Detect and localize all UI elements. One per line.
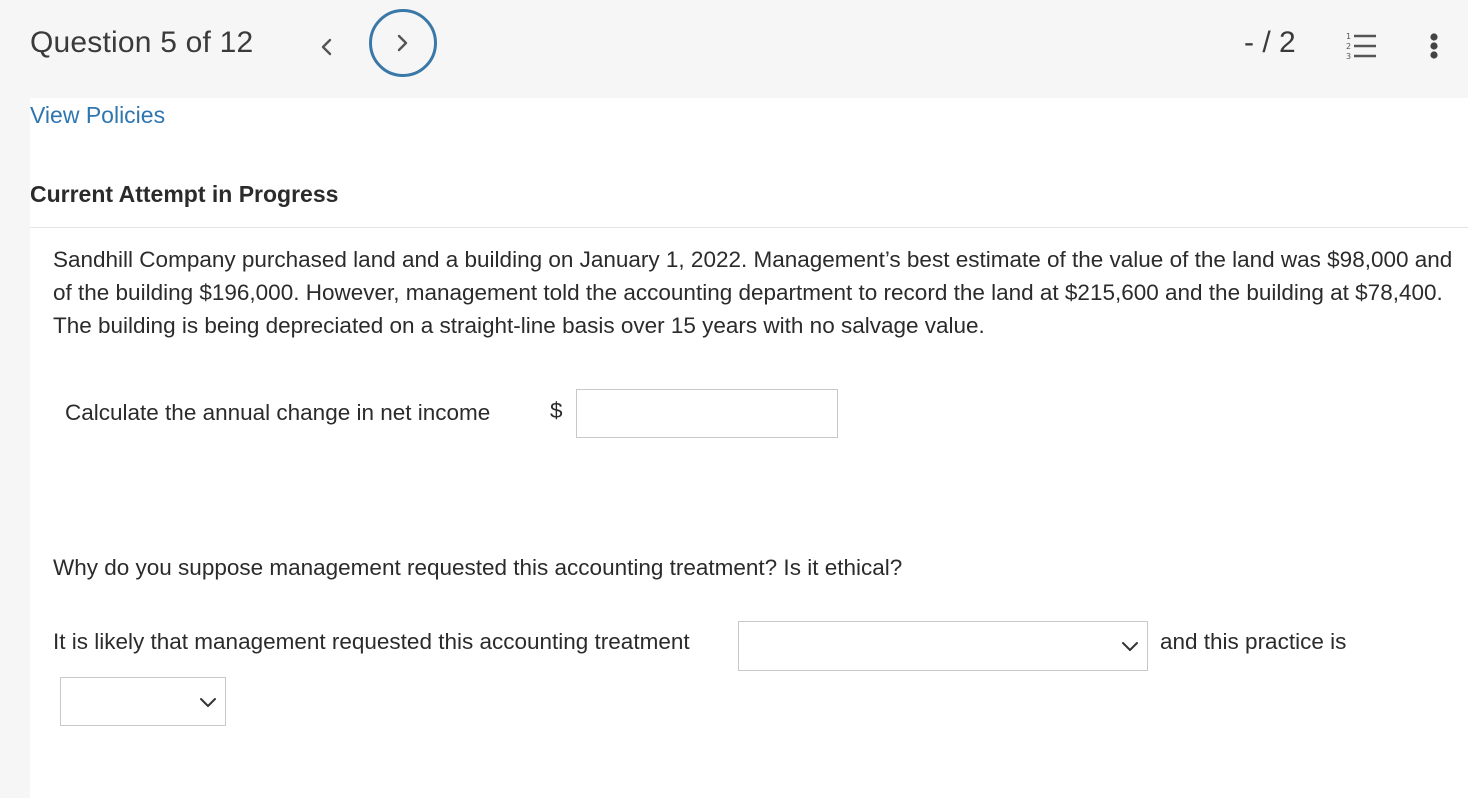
previous-question-button[interactable] [306, 27, 346, 67]
sentence-middle: and this practice is [1160, 629, 1347, 654]
numbered-list-icon [1342, 28, 1382, 68]
chevron-left-icon [319, 37, 333, 57]
vertical-ellipsis-icon [1420, 28, 1448, 68]
view-policies-link[interactable]: View Policies [30, 102, 166, 128]
next-question-button[interactable] [369, 9, 437, 77]
net-income-label: Calculate the annual change in net income [65, 400, 491, 425]
currency-symbol: $ [550, 398, 563, 423]
more-options-button[interactable] [1420, 28, 1448, 68]
left-gutter [0, 98, 30, 798]
divider [30, 227, 1468, 228]
svg-text:1: 1 [1346, 32, 1352, 41]
net-income-input[interactable] [576, 389, 838, 438]
ethical-select[interactable] [60, 677, 226, 726]
question-counter: Question 5 of 12 [30, 26, 254, 59]
ethics-prompt: Why do you suppose management requested this accounting treatment? Is it ethical? [53, 555, 903, 580]
reason-select[interactable] [738, 621, 1148, 671]
question-text: Sandhill Company purchased land and a building on January 1, 2022. Management’s best estimate of the value of the land was $98,000 and of the building $196,000. However, management told the accounting department to record the land at $215,600 and the building at $78,400. The building is being depreciated on a straight-line basis over 15 years with no salvage value. [53, 247, 1453, 338]
top-bar [0, 0, 1468, 98]
attempt-title: Current Attempt in Progress [30, 181, 339, 207]
chevron-down-icon [1121, 641, 1139, 653]
chevron-down-icon [199, 697, 217, 709]
chevron-right-icon [396, 33, 410, 53]
score: - / 2 [1244, 26, 1296, 59]
svg-text:3: 3 [1346, 52, 1352, 61]
question-list-button[interactable] [1342, 28, 1382, 68]
sentence-start: It is likely that management requested this accounting treatment [53, 629, 690, 654]
svg-text:2: 2 [1346, 42, 1352, 51]
